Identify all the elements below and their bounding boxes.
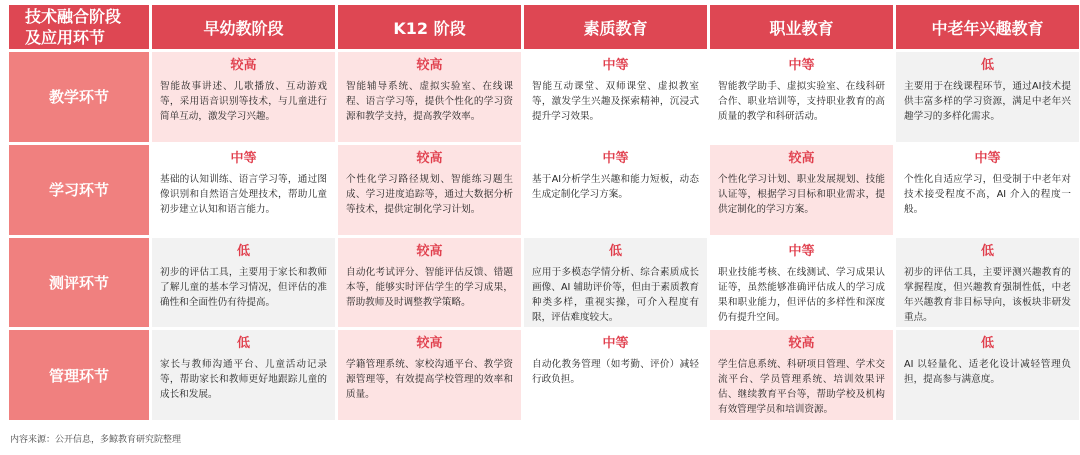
cell-description: 家长与教师沟通平台、儿童活动记录等，帮助家长和教师更好地跟踪儿童的成长和发展。 bbox=[160, 359, 327, 401]
table-cell-assessment-quality-education bbox=[524, 238, 707, 328]
cell-description: 个性化自适应学习，但受制于中老年对技术接受程度不高，AI 介入的程度一般。 bbox=[904, 173, 1071, 215]
cell-description: 自动化教务管理（如考勤、评价）减轻行政负担。 bbox=[532, 359, 699, 386]
level-label: 中等 bbox=[788, 58, 815, 73]
level-label: 较高 bbox=[416, 150, 443, 166]
table-cell-teaching-vocational bbox=[710, 52, 893, 142]
level-label: 较高 bbox=[416, 243, 443, 259]
table-cell-teaching-early-childhood bbox=[152, 52, 335, 142]
table-cell-assessment-senior-interest bbox=[896, 238, 1079, 328]
cell-description: 自动化考试评分、智能评估反馈、错题本等，能够实时评估学生的学习成果，帮助教师及时调整教学策略。 bbox=[346, 266, 513, 308]
cell-description: 学生信息系统、科研项目管理、学术交流平台、学员管理系统、培训效果评估、继续教育平台等，帮助学校及机构有效管理学员和培训资源。 bbox=[718, 359, 885, 416]
level-label: 中等 bbox=[230, 150, 257, 166]
level-label: 中等 bbox=[602, 58, 629, 73]
table-cell-learning-k12 bbox=[338, 145, 521, 235]
stage-header-quality-education: 素质教育 bbox=[524, 5, 707, 49]
cell-description: 个性化学习路径规划、智能练习题生成、学习进度追踪等，通过大数据分析等技术，提供定制化学习计划。 bbox=[346, 173, 513, 215]
cell-description: 应用于多模态学情分析、综合素质成长画像、AI 辅助评价等，但由于素质教育种类多样，重视实操，可介入程度有限，评估难度较大。 bbox=[532, 266, 699, 323]
table-cell-learning-vocational bbox=[710, 145, 893, 235]
cell-description: 职业技能考核、在线测试、学习成果认证等，虽然能够准确评估成人的学习成果和职业能力，但评估的多样性和深度仍有提升空间。 bbox=[718, 266, 885, 323]
table-cell-learning-senior-interest bbox=[896, 145, 1079, 235]
row-header-assessment: 测评环节 bbox=[9, 238, 149, 328]
cell-description: 主要用于在线课程环节，通过AI技术提供丰富多样的学习资源，满足中老年兴趣学习的多样化需求。 bbox=[904, 81, 1071, 122]
row-header-learning: 学习环节 bbox=[9, 145, 149, 235]
table-corner-header bbox=[9, 5, 149, 49]
table-cell-management-quality-education bbox=[524, 330, 707, 420]
table-cell-management-k12 bbox=[338, 330, 521, 420]
cell-description: 智能互动课堂、双师课堂、虚拟教室等，激发学生兴趣及探索精神，沉浸式提升学习效果。 bbox=[532, 81, 699, 122]
level-label: 中等 bbox=[788, 243, 815, 259]
level-label: 较高 bbox=[230, 58, 257, 73]
level-label: 低 bbox=[980, 243, 994, 259]
comparison-table bbox=[9, 5, 1079, 420]
corner-label-line2: 及应用环节 bbox=[25, 28, 106, 47]
table-cell-management-early-childhood bbox=[152, 330, 335, 420]
table-cell-learning-quality-education bbox=[524, 145, 707, 235]
cell-description: 初步的评估工具，主要评测兴趣教育的掌握程度，但兴趣教育强制性低，中老年兴趣教育非目标导向，该板块非研发重点。 bbox=[904, 266, 1071, 323]
cell-description: 基于AI分析学生兴趣和能力短板，动态生成定制化学习方案。 bbox=[532, 173, 699, 200]
stage-header-vocational: 职业教育 bbox=[710, 5, 893, 49]
table-cell-assessment-vocational bbox=[710, 238, 893, 328]
row-header-teaching: 教学环节 bbox=[9, 52, 149, 142]
table-cell-teaching-quality-education bbox=[524, 52, 707, 142]
level-label: 中等 bbox=[602, 336, 629, 352]
cell-description: 智能辅导系统、虚拟实验室、在线课程、语言学习等，提供个性化的学习资源和教学支持，提高教学效率。 bbox=[346, 81, 513, 122]
level-label: 中等 bbox=[602, 150, 629, 166]
stage-header-senior-interest: 中老年兴趣教育 bbox=[896, 5, 1079, 49]
table-cell-learning-early-childhood bbox=[152, 145, 335, 235]
level-label: 中等 bbox=[974, 150, 1001, 166]
level-label: 低 bbox=[980, 336, 994, 352]
source-note: 内容来源：公开信息，多鲸教育研究院整理 bbox=[10, 435, 182, 445]
cell-description: 基础的认知训练、语言学习等，通过图像识别和自然语言处理技术，帮助儿童初步建立认知和语言能力。 bbox=[160, 173, 327, 215]
cell-description: 学籍管理系统、家校沟通平台、教学资源管理等，有效提高学校管理的效率和质量。 bbox=[346, 359, 513, 401]
stage-header-early-childhood: 早幼教阶段 bbox=[152, 5, 335, 49]
cell-description: 智能故事讲述、儿歌播放、互动游戏等，采用语音识别等技术，与儿童进行简单互动，激发学习兴趣。 bbox=[160, 81, 327, 122]
table-cell-teaching-k12 bbox=[338, 52, 521, 142]
cell-description: 初步的评估工具，主要用于家长和教师了解儿童的基本学习情况，但评估的准确性和全面性仍有待提高。 bbox=[160, 266, 327, 308]
level-label: 较高 bbox=[788, 150, 815, 166]
level-label: 低 bbox=[236, 336, 250, 352]
table-cell-management-senior-interest bbox=[896, 330, 1079, 420]
corner-label-line1: 技术融合阶段 bbox=[25, 7, 122, 26]
table-cell-assessment-early-childhood bbox=[152, 238, 335, 328]
level-label: 较高 bbox=[416, 58, 443, 73]
level-label: 较高 bbox=[416, 336, 443, 352]
table-cell-management-vocational bbox=[710, 330, 893, 420]
table-cell-assessment-k12 bbox=[338, 238, 521, 328]
level-label: 低 bbox=[236, 243, 250, 259]
level-label: 低 bbox=[608, 243, 622, 259]
row-header-management: 管理环节 bbox=[9, 330, 149, 420]
level-label: 低 bbox=[980, 58, 994, 73]
cell-description: AI 以轻量化、适老化设计减轻管理负担，提高参与满意度。 bbox=[904, 359, 1071, 386]
cell-description: 个性化学习计划、职业发展规划、技能认证等，根据学习目标和职业需求，提供定制化的学习方案。 bbox=[718, 173, 885, 215]
cell-description: 智能教学助手、虚拟实验室、在线科研合作、职业培训等，支持职业教育的高质量的教学和科研活动。 bbox=[718, 81, 885, 122]
table-cell-teaching-senior-interest bbox=[896, 52, 1079, 142]
level-label: 较高 bbox=[788, 336, 815, 352]
stage-header-k12: K12 阶段 bbox=[338, 5, 521, 49]
